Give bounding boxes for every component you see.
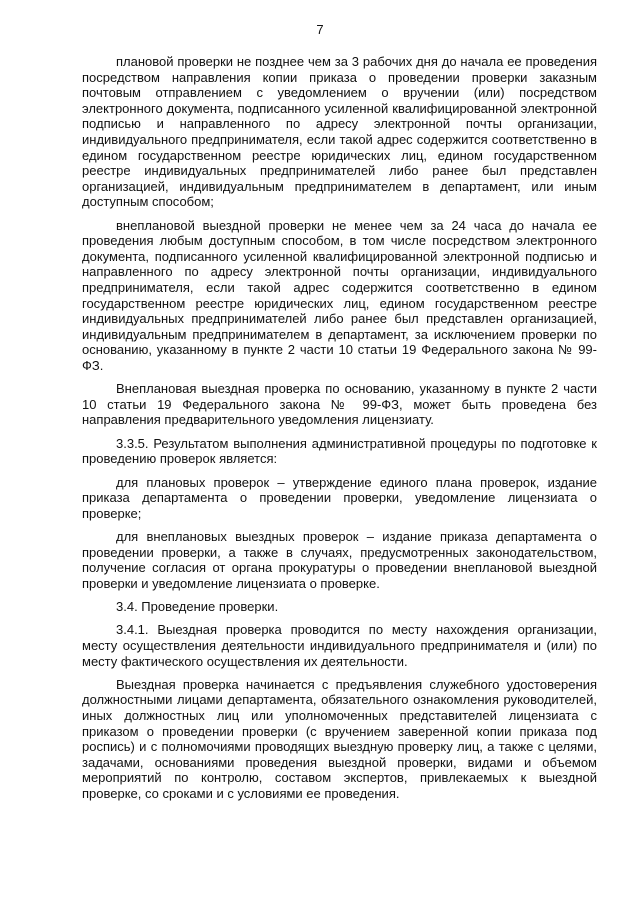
paragraph-3-3-5: 3.3.5. Результатом выполнения административной процедуры по подготовке к проведению проверок является:	[82, 435, 597, 467]
paragraph-scheduled-inspection-notice: плановой проверки не позднее чем за 3 рабочих дня до начала ее проведения посредством направления копии приказа о проведении проверки заказным почтовым отправлением с уведомлением о вручении (или) посредством электронного документа, подписанного усиленной квалифицированной электронной подписью и направленного по адресу электронной почты организации, индивидуального предпринимателя, если такой адрес содержится соответственно в едином государственном реестре юридических лиц, едином государственном реестре индивидуальных предпринимателей либо ранее был представлен организацией, индивидуальным предпринимателем в департамент, или иным доступным способом;	[82, 54, 597, 210]
paragraph-unscheduled-result: для внеплановых выездных проверок – издание приказа департамента о проведении проверки, а также в случаях, предусмотренных законодательством, получение согласия от органа прокуратуры о проведении внеплановой выездной проверки и уведомление лицензиата о проверке.	[82, 529, 597, 591]
page-number: 7	[316, 22, 324, 37]
paragraph-onsite-start: Выездная проверка начинается с предъявления служебного удостоверения должностными лицами департамента, обязательного ознакомления руководителей, иных должностных лиц или уполномоченных представителей лицензиата с приказом о проведении проверки (с вручением заверенной копии приказа под роспись) и с полномочиями проводящих выездную проверку лиц, а также с целями, задачами, основаниями проведения выездной проверки, видами и объемом мероприятий по контролю, составом экспертов, привлекаемых к выездной проверке, со сроками и с условиями ее проведения.	[82, 676, 597, 802]
paragraph-unscheduled-without-notice: Внеплановая выездная проверка по основанию, указанному в пункте 2 части 10 статьи 19 Федерального закона № 99-ФЗ, может быть проведена без направления предварительного уведомления лицензиату.	[82, 381, 597, 428]
section-heading-3-4: 3.4. Проведение проверки.	[116, 599, 279, 615]
paragraph-scheduled-result: для плановых проверок – утверждение единого плана проверок, издание приказа департамента о проведении проверки, уведомление лицензиата о проверке;	[82, 474, 597, 521]
document-body	[82, 54, 597, 809]
paragraph-3-4-1: 3.4.1. Выездная проверка проводится по месту нахождения организации, месту осуществления деятельности индивидуального предпринимателя и (или) по месту фактического осуществления их деятельности.	[82, 622, 597, 669]
paragraph-unscheduled-inspection-notice: внеплановой выездной проверки не менее чем за 24 часа до начала ее проведения любым доступным способом, в том числе посредством электронного документа, подписанного усиленной квалифицированной электронной подписью и направленного по адресу электронной почты организации, индивидуального предпринимателя, если такой адрес содержится соответственно в едином государственном реестре юридических лиц, едином государственном реестре индивидуальных предпринимателей либо ранее был представлен организацией, индивидуальным предпринимателем в департамент, за исключением проверки по основанию, указанному в пункте 2 части 10 статьи 19 Федерального закона № 99-ФЗ.	[82, 217, 597, 373]
